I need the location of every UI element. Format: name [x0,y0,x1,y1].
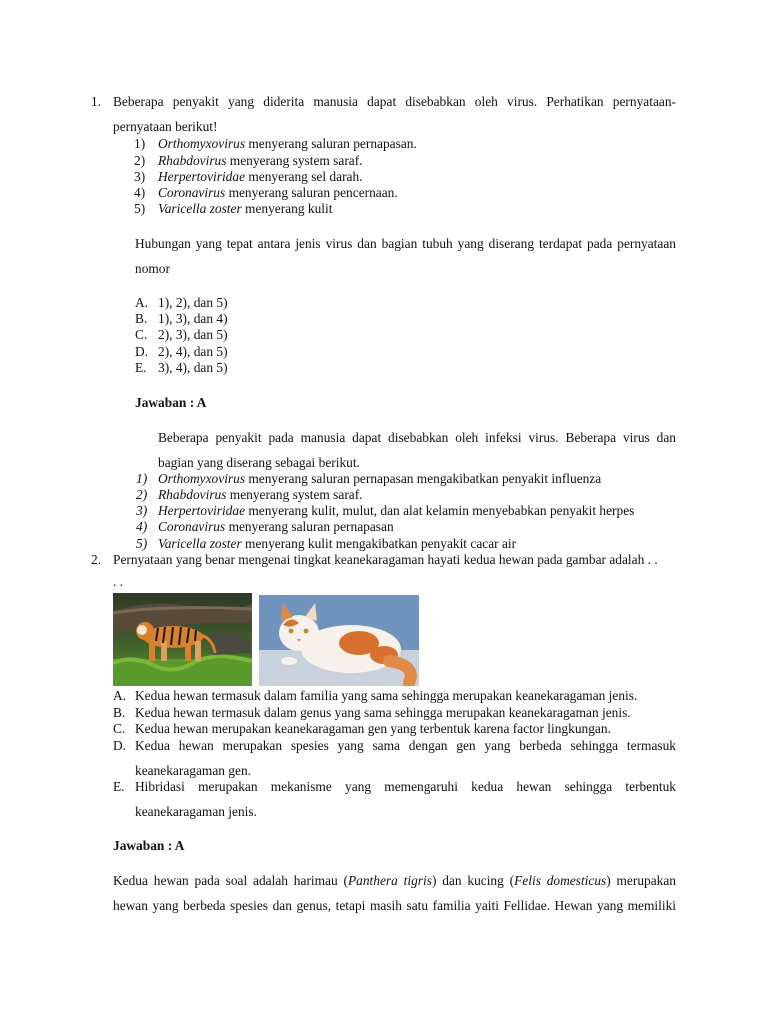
list-item: 2) [134,153,146,168]
q1-answer: Jawaban : A [135,395,207,410]
q2-answer: Jawaban : A [113,838,185,853]
option-text: 1), 2), dan 5) [158,295,228,310]
q1-number: 1. [91,94,102,109]
option-letter: E. [135,360,147,375]
option-letter: B. [135,311,148,326]
list-item: 4) [134,185,146,200]
list-item: 2) [136,487,148,502]
tiger-icon [113,593,252,686]
list-item: 3) [136,503,148,518]
cat-photo [259,595,419,686]
option-text: Kedua hewan termasuk dalam genus yang sama sehingga merupakan keanekaragaman jenis. [135,705,631,720]
option-letter: A. [135,295,149,310]
option-text: 2), 3), dan 5) [158,327,228,342]
list-item-text: Varicella zoster menyerang kulit [158,201,333,216]
q2-explanation-line1: Kedua hewan pada soal adalah harimau (Panthera tigris) dan kucing (Felis domesticus) merupakan [113,873,677,888]
q1-explanation-line1: Beberapa penyakit pada manusia dapat disebabkan oleh infeksi virus. Beberapa virus dan [158,430,676,445]
option-text: Kedua hewan termasuk dalam familia yang sama sehingga merupakan keanekaragaman jenis. [135,688,638,703]
list-item-text: Coronavirus menyerang saluran pencernaan. [158,185,398,200]
q2-number: 2. [91,552,102,567]
option-letter: C. [113,721,126,736]
option-text: 2), 4), dan 5) [158,344,228,359]
option-text-cont: keanekaragaman gen. [135,763,251,778]
option-letter: C. [135,327,148,342]
list-item-text: Coronavirus menyerang saluran pernapasan [158,519,394,534]
option-text: 1), 3), dan 4) [158,311,228,326]
q1-stem-line1: Beberapa penyakit yang diderita manusia dapat disebabkan oleh virus. Perhatikan pernyataan- [113,94,676,109]
list-item: 5) [136,536,148,551]
option-text: Kedua hewan merupakan spesies yang sama dengan gen yang berbeda sehingga termasuk [135,738,676,753]
option-letter: B. [113,705,126,720]
list-item: 5) [134,201,146,216]
q1-question-line1: Hubungan yang tepat antara jenis virus dan bagian tubuh yang diserang terdapat pada pernyataan [135,236,676,251]
list-item-text: Rhabdovirus menyerang system saraf. [158,153,363,168]
option-letter: E. [113,779,125,794]
list-item: 1) [136,471,148,486]
q1-stem-line2: pernyataan berikut! [113,119,218,134]
list-item: 4) [136,519,148,534]
list-item-text: Orthomyxovirus menyerang saluran pernapasan mengakibatkan penyakit influenza [158,471,602,486]
option-text: Kedua hewan merupakan keanekaragaman gen yang terbentuk karena factor lingkungan. [135,721,611,736]
list-item-text: Varicella zoster menyerang kulit mengakibatkan penyakit cacar air [158,536,517,551]
q2-stem: Pernyataan yang benar mengenai tingkat keanekaragaman hayati kedua hewan pada gambar adalah . . [113,552,658,567]
option-letter: D. [113,738,127,753]
option-letter: D. [135,344,149,359]
list-item-text: Orthomyxovirus menyerang saluran pernapasan. [158,136,417,151]
q2-stem-cont: . . [113,574,124,589]
list-item: 1) [134,136,146,151]
list-item: 3) [134,169,146,184]
option-letter: A. [113,688,127,703]
option-text-cont: keanekaragaman jenis. [135,804,257,819]
cat-icon [259,595,419,686]
list-item-text: Rhabdovirus menyerang system saraf. [158,487,363,502]
option-text: 3), 4), dan 5) [158,360,228,375]
list-item-text: Herpertoviridae menyerang sel darah. [158,169,363,184]
q2-explanation-line2: hewan yang berbeda spesies dan genus, tetapi masih satu familia yaiti Fellidae. Hewan yang memiliki [113,898,676,913]
tiger-photo [113,593,252,686]
option-text: Hibridasi merupakan mekanisme yang memengaruhi kedua hewan sehingga terbentuk [135,779,676,794]
list-item-text: Herpertoviridae menyerang kulit, mulut, dan alat kelamin menyebabkan penyakit herpes [158,503,635,518]
q1-question-line2: nomor [135,261,170,276]
q1-explanation-line2: bagian yang diserang sebagai berikut. [158,455,360,470]
